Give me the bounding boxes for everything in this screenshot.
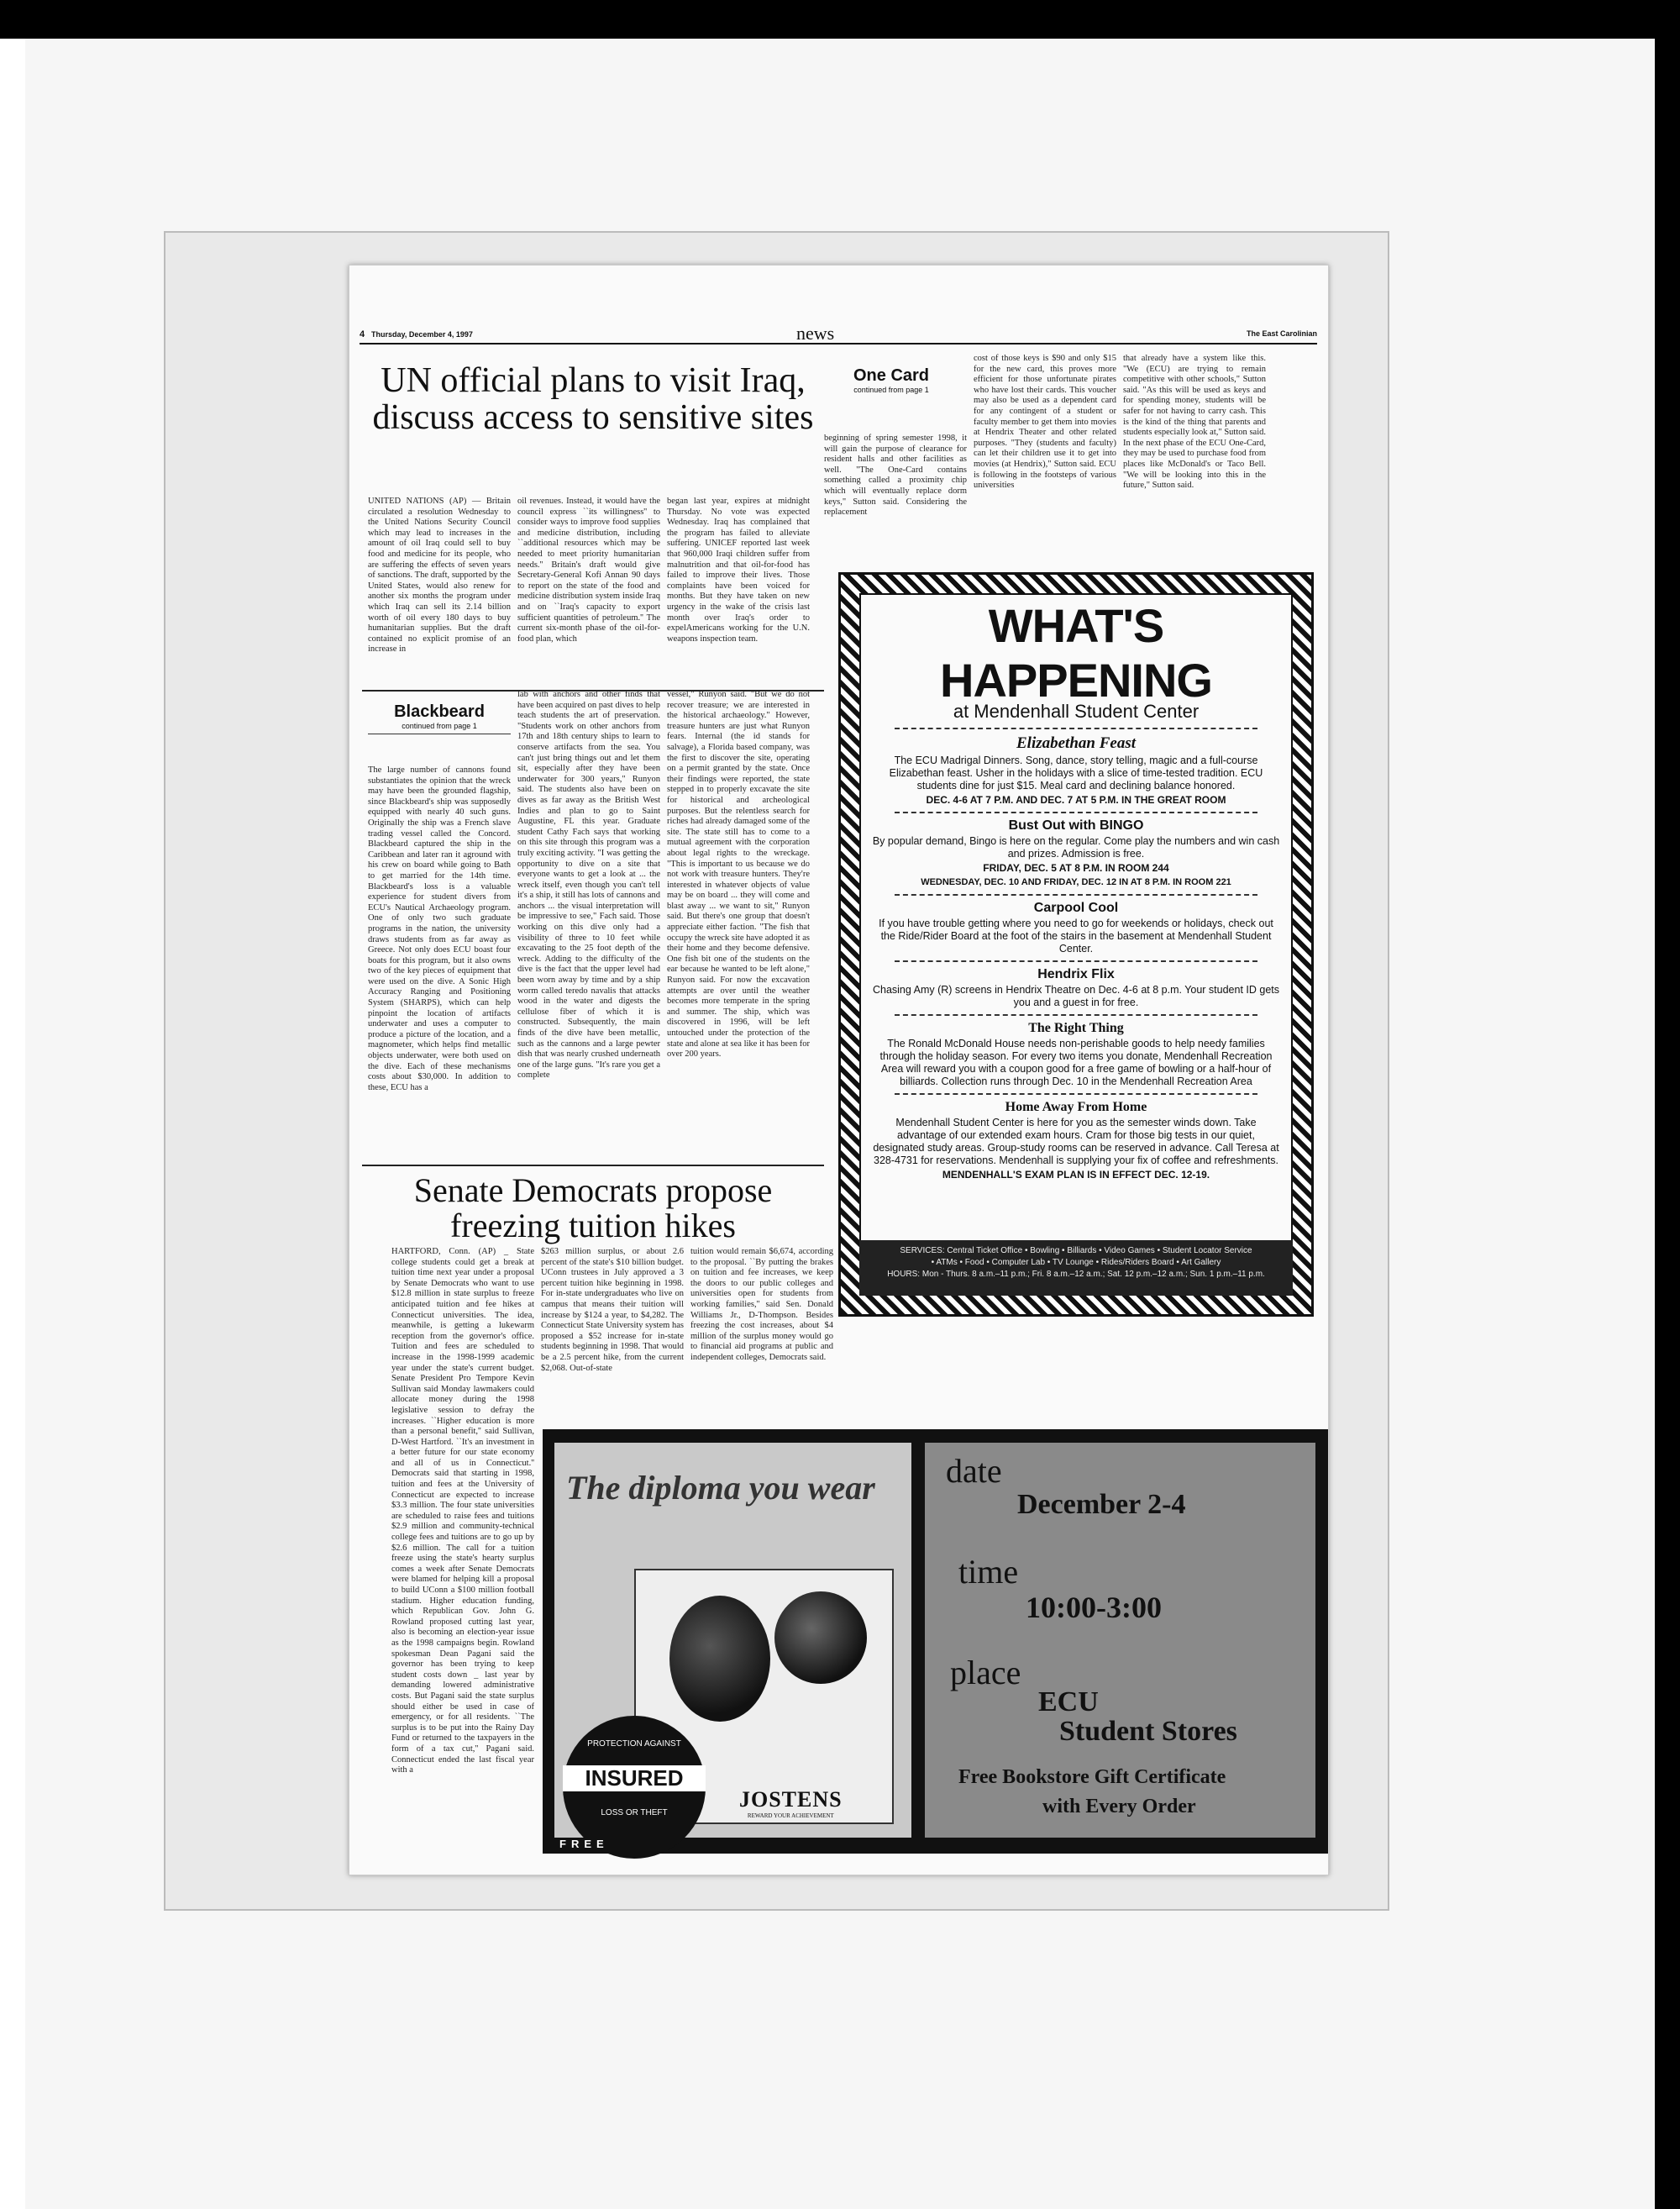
wh-s2-when-2: WEDNESDAY, DEC. 10 AND FRIDAY, DEC. 12 IN AT 8 P.M. IN ROOM 221 <box>921 877 1231 887</box>
wh-divider <box>895 960 1257 962</box>
divider-senate <box>362 1165 824 1166</box>
ad-place-value-1: ECU <box>1038 1686 1099 1717</box>
blackbeard-title: Blackbeard <box>394 702 485 721</box>
jostens-ad-left <box>554 1443 911 1838</box>
wh-s2-when-1: FRIDAY, DEC. 5 AT 8 P.M. IN ROOM 244 <box>983 862 1169 874</box>
ring-icon <box>774 1591 867 1684</box>
scanner-border-top <box>0 0 1680 39</box>
paper-name: The East Carolinian <box>1246 329 1317 338</box>
wh-s2-text: By popular demand, Bingo is here on the regular. Come play the numbers and win cash and prizes. Admission is free. <box>872 835 1280 860</box>
wh-divider <box>895 728 1257 729</box>
wh-hours: HOURS: Mon - Thurs. 8 a.m.–11 p.m.; Fri. 8 a.m.–12 a.m.; Sat. 12 p.m.–12 a.m.; Sun. 1 p.m.–11 p.m. <box>887 1270 1265 1279</box>
blackbeard-col-2: lab with anchors and other finds that have been acquired on past dives to help teach students the art of preservation. "Students work on other anchors from 17th and 18th century ships to learn to conserve artifacts from the sea. You can't just bring things out and let them sit, especially after they have been underwater for 300 years," Runyon said. The students also have been on dives as far away as the British West Indies and plan to go to Saint Augustine, FL this year. Graduate student Cathy Fach says that working on this site through this program was a truly exciting activity. "I was getting the opportunity to dive on a site that everyone wants to get a look at ... the wreck itself, even though you can't tell it's a ship, it still has lots of cannons and anchors ... the visual interpretation will be impressive to see," Fach said. Those working on this dive only had a visibility of three to 10 feet while excavating to the 25 foot depth of the wreck. Adding to the difficulty of the dive is the fact that the upper level had been worn away by time and by a ship worm called teredo navalis that attacks wood in the water and digests the cellulose fiber of which it is constructed. Subsequently, the main finds of the dive have been metallic, such as the cannons and a large pewter dish that was nearly crushed underneath one of the large guns. "It's rare you get a complete <box>517 690 660 1081</box>
onecard-col-3: that already have a system like this. "We (ECU) are trying to remain competitive with other schools," Sutton said. "As this will be used as keys and for spending money, students will be safer for not having to carry cash. This is the kind of the thing that parents and students especially look at," Sutton said. In the next phase of the ECU One-Card, they may be used to purchase food from places like McDonald's or Taco Bell. "We will be looking into this in the future," Sutton said. <box>1123 354 1266 491</box>
page-number: 4 <box>360 329 365 339</box>
ad-tagline: The diploma you wear <box>566 1469 875 1507</box>
ad-offer-2: with Every Order <box>1042 1796 1196 1817</box>
wh-s5-title: The Right Thing <box>1028 1021 1124 1035</box>
whats-happening-ad <box>838 572 1314 1317</box>
ad-offer-1: Free Bookstore Gift Certificate <box>958 1766 1226 1788</box>
ad-place-label: place <box>950 1654 1021 1691</box>
onecard-col-1: beginning of spring semester 1998, it will gain the purpose of clearance for resident halls and other facilities as well. "The One-Card contains something called a proximity chip which will eventually replace dorm keys," Sutton said. Considering the replacement <box>824 434 967 518</box>
senate-col-2: $263 million surplus, or about 2.6 percent of the state's $10 billion budget. UConn trustees in July approved a 3 percent tuition hike beginning in 1998. For in-state undergraduates who live on campus that means their tuition will increase by $124 a year, to $4,282. The Connecticut State University system has proposed a $52 increase for in-state students beginning in 1998. That would be a 2.5 percent hike, from the current $2,068. Out-of-state <box>541 1247 684 1373</box>
jostens-brand: JOSTENS <box>739 1787 843 1812</box>
ad-free-strip: FREE <box>559 1838 609 1850</box>
seal-bottom-text: LOSS OR THEFT <box>601 1808 668 1817</box>
scanner-border-right <box>1655 0 1680 2209</box>
wh-divider <box>895 812 1257 813</box>
wh-services-2: • ATMs • Food • Computer Lab • TV Lounge • Rides/Riders Board • Art Gallery <box>931 1258 1221 1267</box>
un-story-col-2: oil revenues. Instead, it would have the council express ``its willingness'' to consider ways to improve food supplies and medicine distribution, including ``additional resources which may be needed to meet priority humanitarian needs.'' Britain's draft would give Secretary-General Kofi Annan 90 days to report on the state of the food and medicine distribution system inside Iraq and on ``Iraq's capacity to export sufficient quantities of petroleum.'' The current six-month phase of the oil-for-food plan, which <box>517 497 660 644</box>
wh-s1-title: Elizabethan Feast <box>1016 734 1136 752</box>
wh-s1-when: DEC. 4-6 AT 7 P.M. AND DEC. 7 AT 5 P.M. IN THE GREAT ROOM <box>926 794 1226 806</box>
onecard-continued: continued from page 1 <box>853 386 929 394</box>
wh-s5-text: The Ronald McDonald House needs non-perishable goods to help needy families through the holiday season. For every two items you donate, Mendenhall Recreation Area will reward you with a coupon good for a free game of bowling or a half-hour of billiards. Collection runs through Dec. 10 in the Mendenhall Recreation Area <box>879 1038 1273 1087</box>
wh-s1-text: The ECU Madrigal Dinners. Song, dance, story telling, magic and a full-course Elizabethan feast. Usher in the holidays with a slice of time-tested tradition. ECU students dine for just $15. Meal card and declining balance honored. <box>889 755 1263 792</box>
ad-time-value: 10:00-3:00 <box>1026 1591 1162 1624</box>
wh-services-1: SERVICES: Central Ticket Office • Bowling • Billiards • Video Games • Student Locator Service <box>900 1246 1252 1255</box>
blackbeard-continued: continued from page 1 <box>402 722 477 730</box>
wh-title: WHAT'S HAPPENING <box>940 599 1212 707</box>
wh-s4-title: Hendrix Flix <box>1037 967 1115 981</box>
wh-divider <box>895 894 1257 896</box>
wh-s3-title: Carpool Cool <box>1033 901 1119 915</box>
senate-col-3: tuition would remain $6,674, according to the proposal. ``By putting the brakes on tuition and fee increases, we keep the doors to our public colleges and universities open for students from working families,'' said Sen. Donald Williams Jr., D-Thompson. Besides freezing the cost increases, about $4 million of the surplus money would go to financial aid programs at public and independent colleges, Democrats said. <box>690 1247 833 1362</box>
onecard-title: One Card <box>853 366 930 385</box>
blackbeard-col-1: The large number of cannons found substantiates the opinion that the wreck may have been the grounded flagship, since Blackbeard's ship was supposedly equipped with nearly 40 such guns. Originally the ship was a French slave trading vessel called the Concord. Blackbeard captured the ship in the Caribbean and later ran it aground with his crew on board while going to Bath to get married for the 14th time. Blackbeard's loss is a valuable experience for student divers from ECU's Nautical Archaeology program. One of only two such graduate programs in the nation, the university draws students from as far away as Greece. Not only does ECU boast four boats for this program, but it also owns two of the key pieces of equipment that were used on the dive. A Sonic High Accuracy Ranging and Positioning System (SHARPS), which can help pinpoint the location of artifacts underwater and uses a computer to produce a picture of the location, and a magnometer, which helps find metallic objects underwater, were both used on the dive. Each of these mechanisms costs about $30,000. In addition to these, ECU has a <box>368 765 511 1092</box>
onecard-kicker <box>824 366 958 394</box>
jostens-brand-sub: REWARD YOUR ACHIEVEMENT <box>747 1812 834 1819</box>
wh-divider <box>895 1093 1257 1095</box>
ad-time-label: time <box>958 1553 1019 1591</box>
wh-subtitle: at Mendenhall Student Center <box>953 701 1200 722</box>
onecard-col-2: cost of those keys is $90 and only $15 for the new card, this proves more efficient for those unfortunate pirates who have lost their cards. This voucher may also be used as a dependent card for any contingent of a student or faculty member to get them into movies at Hendrix Theater and other related purposes. "They (students and faculty) can let their children use it to get into movies (at Hendrix)," Sutton said. ECU is following in the footsteps of various universities <box>974 354 1116 491</box>
wh-divider <box>895 1014 1257 1016</box>
ad-date-label: date <box>946 1452 1002 1490</box>
ad-date-value: December 2-4 <box>1017 1489 1186 1520</box>
masthead <box>360 324 1317 344</box>
ring-icon <box>669 1596 770 1722</box>
wh-s3-text: If you have trouble getting where you need to go for weekends or holidays, check out the Ride/Rider Board at the foot of the stairs in the basement at Mendenhall Student Center. <box>879 918 1273 955</box>
newspaper-page <box>349 265 1329 1875</box>
wh-s6-title: Home Away From Home <box>1005 1100 1147 1114</box>
jostens-ad <box>543 1429 1328 1854</box>
wh-s2-title: Bust Out with BINGO <box>1008 818 1144 833</box>
section-name: news <box>796 323 835 344</box>
seal-main-text: INSURED <box>563 1765 706 1791</box>
seal-top-text: PROTECTION AGAINST <box>587 1739 681 1749</box>
ad-place-value-2: Student Stores <box>1059 1716 1237 1747</box>
senate-headline: Senate Democrats propose freezing tuition hikes <box>413 1171 773 1244</box>
whats-happening-panel <box>859 593 1293 1296</box>
blackbeard-kicker <box>368 702 511 734</box>
wh-footer <box>859 1240 1293 1296</box>
senate-col-1: HARTFORD, Conn. (AP) _ State college students could get a break at tuition time next year under a proposal by Senate Democrats who want to use $12.8 million in state surplus to freeze anticipated tuition and fee hikes at Connecticut universities. The idea, meanwhile, is getting a lukewarm reception from the governor's office. Tuition and fees are scheduled to increase in the 1998-1999 academic year under the state's current budget. Senate President Pro Tempore Kevin Sullivan said Monday lawmakers could allocate money during the 1998 legislative session to defray the increases. ``Higher education is more than a personal benefit,'' said Sullivan, D-West Hartford. ``It's an investment in a better future for our state economy and all of us in Connecticut.'' Democrats said that starting in 1998, tuition and fees at the University of Connecticut are expected to increase $3.3 million. The four state universities are scheduled to raise fees and tuitions $2.9 million and community-technical college fees and tuitions are to go up by $2.6 million. The call for a tuition freeze using the state's hearty surplus comes a week after Senate Democrats were blamed for helping kill a proposal to build UConn a $100 million football stadium. Higher education funding, which Republican Gov. John G. Rowland proposed cutting last year, also is becoming an election-year issue as the 1998 campaigns begin. Rowland spokesman Dean Pagani said the governor has been trying to keep student costs down _ last year by demanding lowered administrative costs. But Pagani said the state surplus should either be used in case of emergency, or for all residents. ``The surplus is to be put into the Rainy Day Fund or returned to the taxpayers in the form of a tax cut,'' Pagani said. Connecticut ended the last fiscal year with a <box>391 1247 534 1775</box>
jostens-logo <box>739 1787 843 1819</box>
issue-date: Thursday, December 4, 1997 <box>371 330 473 339</box>
jostens-ad-right <box>925 1443 1315 1838</box>
wh-s6-note: MENDENHALL'S EXAM PLAN IS IN EFFECT DEC. 12-19. <box>942 1169 1210 1181</box>
un-headline: UN official plans to visit Iraq, discuss access to sensitive sites <box>372 361 814 438</box>
un-story-col-1: UNITED NATIONS (AP) — Britain circulated a resolution Wednesday to the United Nations Security Council which may lead to increases in the amount of oil Iraq could sell to buy food and medicine for its people, who are suffering the effects of seven years of sanctions. The draft, supported by the United States, would also renew for another six months the program under which Iraq can sell its 2.14 billion worth of oil every 180 days to buy humanitarian supplies. But the draft contained no explicit promise of an increase in <box>368 497 511 655</box>
wh-s4-text: Chasing Amy (R) screens in Hendrix Theatre on Dec. 4-6 at 8 p.m. Your student ID gets you and a guest in for free. <box>872 984 1280 1008</box>
blackbeard-col-3: vessel," Runyon said. "But we do not recover treasure; we are interested in the historical archaeology." However, treasure hunters are just what Runyon fears. Internal (the id stands for salvage), a Florida based company, was the first to discover the site, operating on a permit granted by the state. Once their findings were reported, the state stepped in to properly excavate the site for historical and archeological purposes. But the relentless search for riches had already damaged some of the site. The state still has to come to a mutual agreement with the corporation about legal rights to the wreckage. "This is important to us because we do not work with treasure hunters. They're interested in whatever objects of value may be on board ... they will come and blast away ... we want to sit," Runyon said. But there's one group that doesn't appreciate either faction. "The fish that occupy the wreck site have adopted it as their home and they become defensive. One fish bit one of the students on the ear because he wanted to be left alone," Runyon said. For now the excavation attempts are over until the weather becomes more temperate in the spring and summer. The ship, which was discovered in 1996, will be left untouched under the protection of the state and alone at sea like it has been for over 200 years. <box>667 690 810 1060</box>
un-story-col-3: began last year, expires at midnight Thursday. No vote was expected Wednesday. Iraq has complained that the program has failed to alleviate suffering. UNICEF reported last week that 960,000 Iraqi children suffer from malnutrition and that oil-for-food has failed to improve their lives. Those complaints have been voiced for months. But they have taken on new urgency in the wake of the crisis last month over Iraq's order to expelAmericans working for the U.N. weapons inspection team. <box>667 497 810 644</box>
wh-s6-text: Mendenhall Student Center is here for you as the semester winds down. Take advantage of our extended exam hours. Cram for those big tests in our quiet, designated study areas. Group-study rooms can be reserved in advance. Call Teresa at 328-4731 for reservations. Mendenhall is supplying your fix of coffee and refreshments. <box>873 1117 1279 1166</box>
